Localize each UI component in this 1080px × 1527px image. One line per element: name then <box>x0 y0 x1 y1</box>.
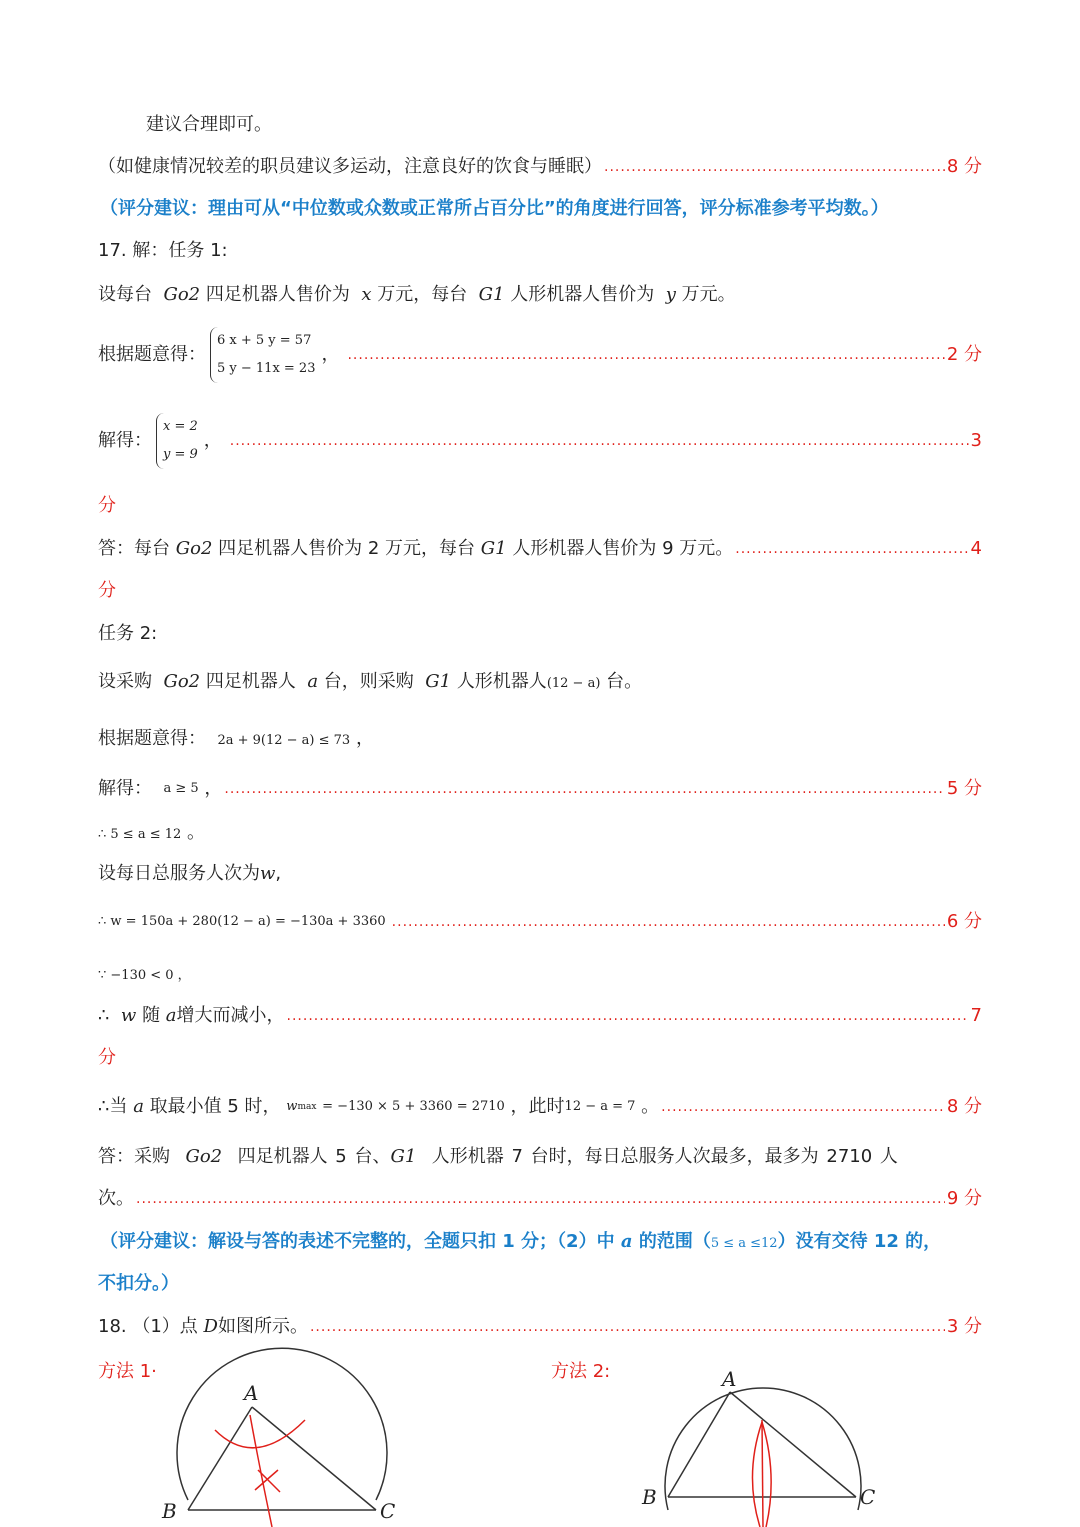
q17-solution: 解得： x = 2 y = 9 ， ..... 3 <box>98 413 982 469</box>
grading-note-1 <box>100 196 982 222</box>
figure-method-1 <box>161 1348 395 1527</box>
label: 根据题意得： <box>98 344 206 365</box>
score: 8 分 <box>946 1096 982 1117</box>
score-unit: 分 <box>98 580 116 601</box>
task2-inequality: 根据题意得： 2a + 9(12 − a) ≤ 73 ， <box>98 728 374 749</box>
leader-dots <box>604 154 945 180</box>
task2-answer: 答：采购 Go2 四足机器人 5 台、G1 人形机器 7 台时，每日总服务人次最多，最多为 2710 人 <box>98 1146 898 1167</box>
score: 2 分 <box>946 344 982 365</box>
score: 3 <box>970 430 982 451</box>
construction-cross <box>255 1470 280 1492</box>
solution-system: x = 2 y = 9 <box>156 413 198 469</box>
text: （如健康情况较差的职员建议多运动，注意良好的饮食与睡眠） <box>98 156 602 177</box>
construction-line <box>250 1415 272 1527</box>
q17-answer-1: 答：每台 Go2 四足机器人售价为 2 万元，每台 G1 人形机器人售价为 9 万元。 ..... 4 <box>98 536 982 562</box>
side-ac <box>252 1407 376 1510</box>
label: 解得： <box>98 430 152 451</box>
score: 7 <box>970 1005 982 1026</box>
line-advice <box>98 154 982 180</box>
leader-dots <box>287 1003 969 1029</box>
task2-solve: 解得： a ≥ 5 ， ..... 5 分 <box>98 776 982 802</box>
task2-function: ∴ w = 150a + 280(12 − a) = −130a + 3360 ..... 6 分 <box>98 909 982 935</box>
method-2-label: 方法 2: <box>551 1361 611 1382</box>
leader-dots <box>392 909 945 935</box>
text: （评分建议：理由可从“中位数或众数或正常所占百分比”的角度进行回答，评分标准参考平均数。） <box>100 198 889 219</box>
score: 4 <box>970 538 982 559</box>
point-a: A <box>244 1381 259 1405</box>
equation-system: 6 x + 5 y = 57 5 y − 11x = 23 <box>210 327 315 383</box>
task2-decreasing: ∴ w 随 a 增大而减小， ..... 7 <box>98 1003 982 1029</box>
construction-arc <box>215 1420 305 1448</box>
text: 建议合理即可。 <box>146 114 272 135</box>
q17-heading <box>98 238 982 264</box>
leader-dots <box>661 1094 945 1120</box>
circumcircle <box>665 1388 861 1510</box>
perpendicular-bisector <box>762 1420 763 1527</box>
task2-define-w: 设每日总服务人次为w, <box>98 863 282 884</box>
leader-dots <box>310 1314 945 1340</box>
method-1-label: 方法 1· <box>98 1361 157 1382</box>
task2-range: ∴ 5 ≤ a ≤ 12 。 <box>98 822 206 843</box>
point-c: C <box>380 1499 396 1523</box>
leader-dots <box>735 536 968 562</box>
score: 6 分 <box>946 911 982 932</box>
score: 8 分 <box>946 156 982 177</box>
grading-note-2: （评分建议：解设与答的表述不完整的，全题只扣 1 分；（2）中 a 的范围（5 ≤ a ≤12）没有交待 12 的， <box>100 1231 942 1252</box>
q17-setup: 设每台 Go2 四足机器人售价为 x 万元，每台 G1 人形机器人售价为 y 万元。 <box>98 284 736 305</box>
grading-note-2-cont: 不扣分。） <box>98 1273 179 1294</box>
leader-dots <box>224 776 944 802</box>
task2-answer-end: 次。 ..... 9 分 <box>98 1186 982 1212</box>
score: 9 分 <box>946 1188 982 1209</box>
score-unit: 分 <box>98 495 116 516</box>
point-c: C <box>860 1485 876 1509</box>
figure-method-2 <box>641 1367 875 1527</box>
side-ab <box>668 1392 730 1497</box>
point-b: B <box>642 1485 657 1509</box>
side-ac <box>730 1392 856 1497</box>
score: 3 分 <box>946 1316 982 1337</box>
leader-dots <box>347 342 944 368</box>
task2-min: ∴当 a 取最小值 5 时， w max = −130 × 5 + 3360 = 2710 ，此时 12 − a = 7 。 ..... 8 分 <box>98 1094 982 1120</box>
line-suggestion <box>146 112 982 138</box>
task2-setup: 设采购 Go2 四足机器人 a 台，则采购 G1 人形机器人(12 − a) 台。 <box>98 671 643 692</box>
q18-part1: 18. （1）点 D 如图所示。 ..... 3 分 <box>98 1314 982 1340</box>
leader-dots <box>136 1186 945 1212</box>
score-unit: 分 <box>98 1047 116 1068</box>
text: 17. 解：任务 1: <box>98 240 228 261</box>
score: 5 分 <box>946 778 982 799</box>
task2-heading: 任务 2: <box>98 623 158 644</box>
leader-dots <box>230 428 969 454</box>
point-a: A <box>722 1367 737 1391</box>
task2-negative: ∵ −130 < 0 ， <box>98 968 191 983</box>
circumcircle <box>177 1348 387 1500</box>
point-b: B <box>162 1499 177 1523</box>
q17-equations: 根据题意得： 6 x + 5 y = 57 5 y − 11x = 23 ， ..... 2 分 <box>98 327 982 383</box>
side-ab <box>188 1407 252 1510</box>
construction-arc-right <box>762 1422 771 1527</box>
construction-arc-left <box>752 1422 762 1527</box>
